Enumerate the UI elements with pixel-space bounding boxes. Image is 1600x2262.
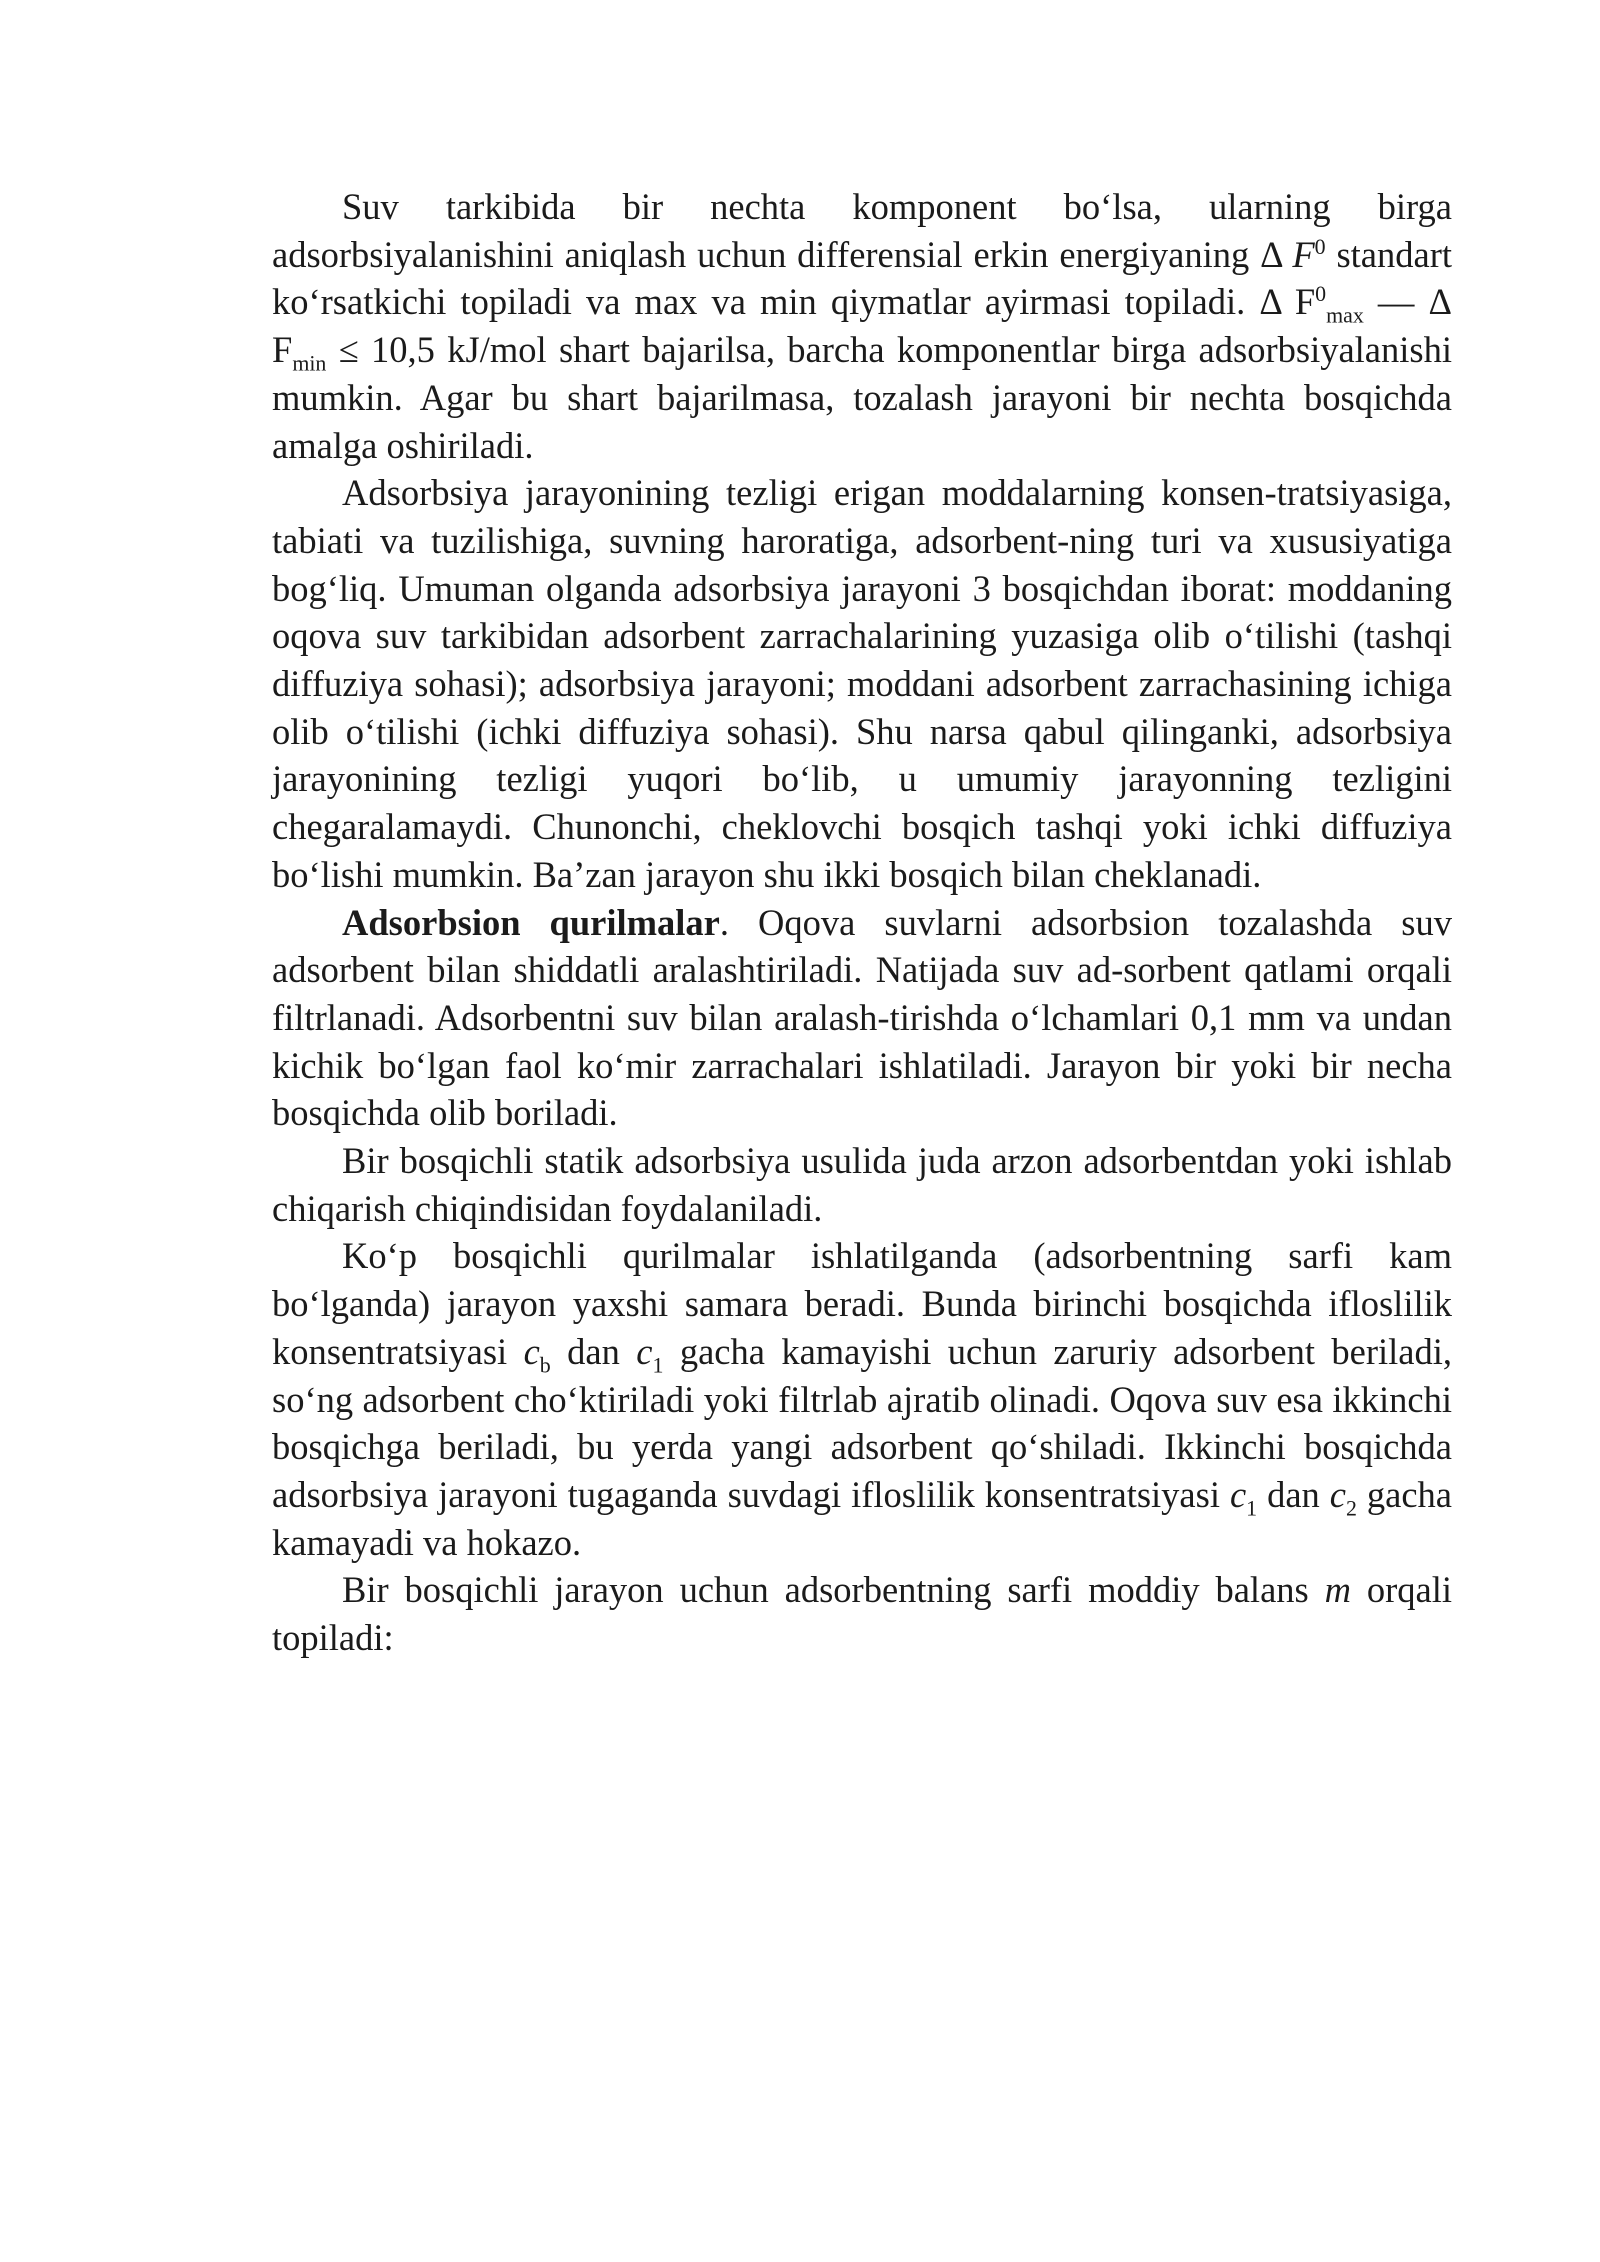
paragraph-text: Bir bosqichli jarayon uchun adsorbentning sarfi moddiy balans bbox=[342, 1569, 1325, 1611]
paragraph-text: Oqova suvlarni adsorbsion tozalashda suv adsorbent bilan shiddatli aralashtiriladi. Natijada suv ad-sorbent qatlami orqali filtrlanadi. Adsorbentni suv bilan aralash-tirishda o‘lchamlari 0,1 mm va undan kichik bo‘lgan faol ko‘mir zarrachalari ishlatiladi. Jarayon bir yoki bir necha bosqichda olib boriladi. bbox=[272, 901, 1452, 1134]
heading-punctuation: . bbox=[719, 901, 729, 943]
paragraph-text: gacha kamayadi va hokazo. bbox=[272, 1473, 1452, 1563]
paragraph-text: dan bbox=[550, 1330, 637, 1372]
concentration-symbol: c bbox=[523, 1330, 540, 1372]
concentration-symbol: c bbox=[1229, 1473, 1247, 1515]
concentration-subscript: 2 bbox=[1345, 1495, 1357, 1521]
section-heading: Adsorbsion qurilmalar bbox=[342, 901, 720, 943]
standard-superscript: 0 bbox=[1314, 233, 1326, 259]
formula-superscript: 0 bbox=[1315, 281, 1327, 307]
formula-minus: — bbox=[1363, 281, 1429, 323]
paragraph-single-stage-static: Bir bosqichli statik adsorbsiya usulida juda arzon adsorbentdan yoki ishlab chiqarish chiqindisidan foydalaniladi. bbox=[272, 1140, 1452, 1229]
paragraph-adsorption-rate: Adsorbsiya jarayonining tezligi erigan moddalarning konsen-tratsiyasiga, tabiati va tuzilishiga, suvning haroratiga, adsorbent-ning turi va xususiyatiga bog‘liq. Umuman olganda adsorbsiya jarayoni 3 bosqichdan iborat: moddaning oqova suv tarkibidan adsorbent zarrachalarining yuzasiga olib o‘tilishi (tashqi diffuziya sohasi); adsorbsiya jarayoni; moddani adsorbent zarrachasining ichiga olib o‘tilishi (ichki diffuziya sohasi). Shu narsa qabul qilinganki, adsorbsiya jarayonining tezligi yuqori bo‘lib, u umumiy jarayonning tezligini chegaralamaydi. Chunonchi, cheklovchi bosqich tashqi yoki ichki diffuziya bo‘lishi mumkin. Ba’zan jarayon shu ikki bosqich bilan cheklanadi. bbox=[272, 472, 1452, 895]
free-energy-symbol: F bbox=[1292, 233, 1315, 275]
paragraph-material-balance bbox=[272, 1566, 1452, 1661]
paragraph-components bbox=[272, 183, 1452, 469]
paragraph-text: orqali topiladi: bbox=[272, 1569, 1452, 1659]
paragraph-text: gacha kamayishi uchun zaruriy adsorbent beriladi, so‘ng adsorbent cho‘ktiriladi yoki filtrlab ajratib olinadi. Oqova suv esa ikkinchi bosqichga beriladi, bu yerda yangi adsorbent qo‘shiladi. Ikkinchi bosqichda adsorbsiya jarayoni tugaganda suvdagi ifloslilik konsentratsiyasi bbox=[272, 1330, 1453, 1515]
formula-term-min: Δ F bbox=[272, 281, 1452, 371]
paragraph-text: dan bbox=[1257, 1473, 1330, 1515]
formula-term-max: Δ F bbox=[1259, 281, 1316, 323]
paragraph-adsorption-units bbox=[272, 899, 1452, 1138]
concentration-subscript: 1 bbox=[652, 1352, 664, 1378]
formula-subscript-max: max bbox=[1326, 302, 1364, 328]
mass-symbol: m bbox=[1324, 1569, 1351, 1611]
concentration-subscript: b bbox=[539, 1352, 551, 1378]
paragraph-text: shart bajarilsa, barcha komponentlar birga adsorbsiyalanishi mumkin. Agar bu shart bajarilmasa, tozalash jarayoni bir nechta bosqichda amalga oshiriladi. bbox=[272, 329, 1452, 466]
concentration-subscript: 1 bbox=[1246, 1495, 1258, 1521]
delta-symbol: Δ bbox=[1260, 233, 1293, 275]
document-page bbox=[272, 183, 1452, 1662]
concentration-symbol: c bbox=[1329, 1473, 1346, 1515]
paragraph-text: standart ko‘rsatkichi topiladi va max va min qiymatlar ayirmasi topiladi. bbox=[272, 233, 1452, 323]
concentration-symbol: c bbox=[636, 1330, 653, 1372]
paragraph-multi-stage bbox=[272, 1232, 1452, 1566]
paragraph-text: Ko‘p bosqichli qurilmalar ishlatilganda (adsorbentning sarfi kam bo‘lganda) jarayon yaxshi samara beradi. Bunda birinchi bosqichda ifloslilik konsentratsiyasi bbox=[272, 1235, 1452, 1372]
formula-subscript-min: min bbox=[292, 350, 327, 376]
formula-condition: ≤ 10,5 kJ/mol bbox=[326, 329, 547, 371]
paragraph-text: Suv tarkibida bir nechta komponent bo‘lsa, ularning birga adsorbsiyalanishini aniqlash uchun differensial erkin energiyaning bbox=[272, 186, 1452, 275]
